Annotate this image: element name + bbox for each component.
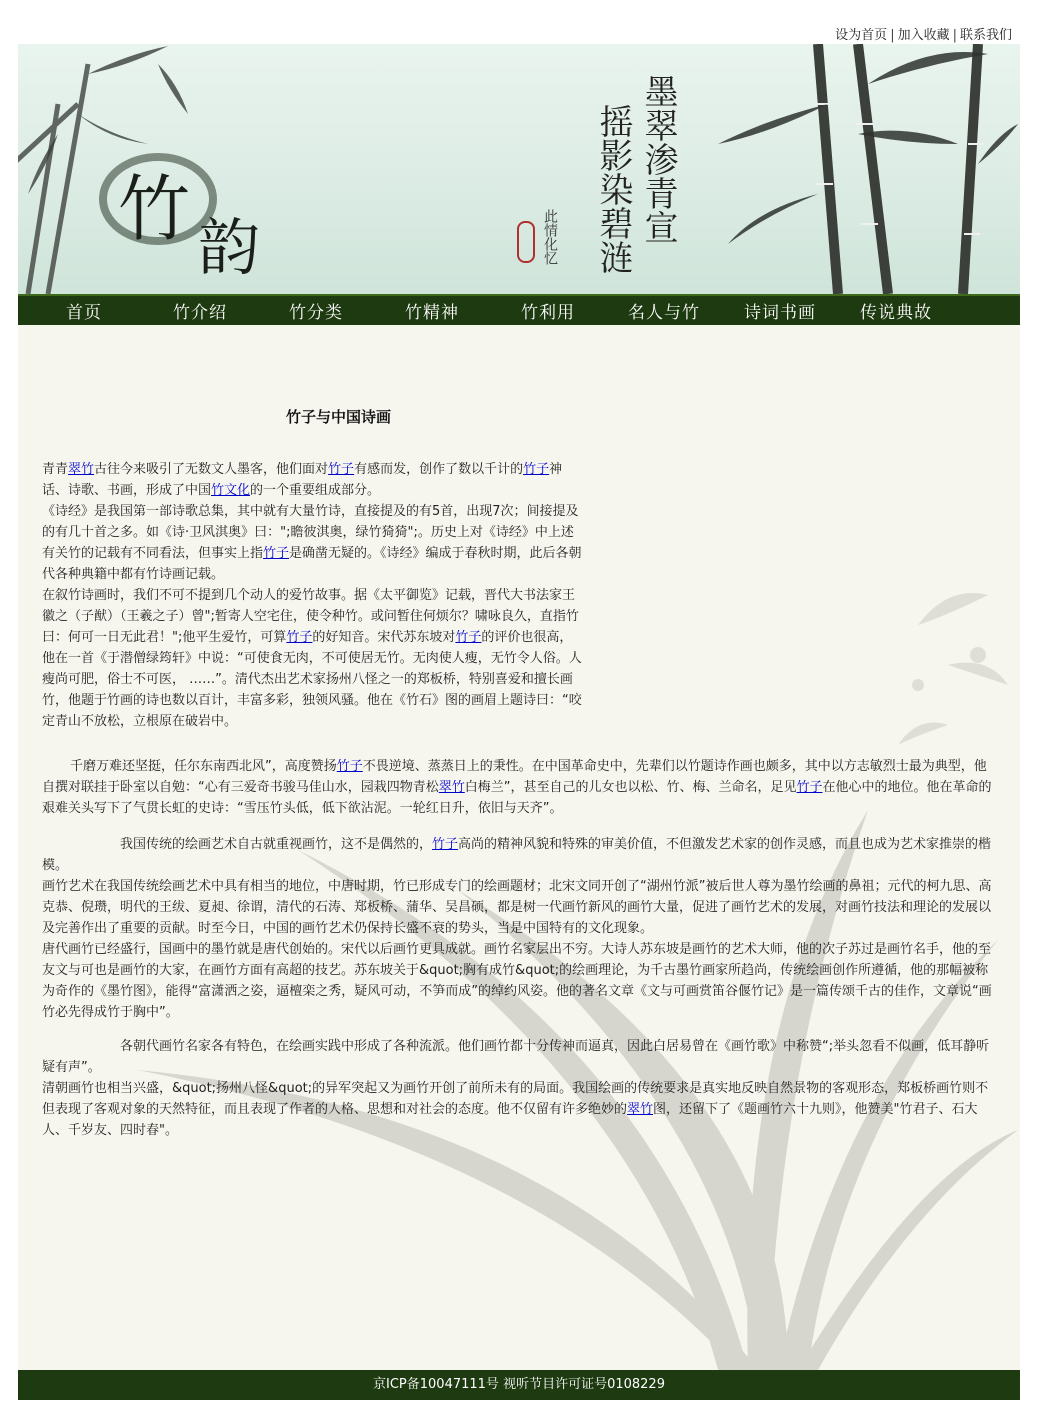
top-links xyxy=(835,24,1012,43)
poem-signature: 此情化忆 xyxy=(542,209,558,265)
nav-item-home[interactable]: 首页 xyxy=(66,303,102,323)
nav-item-legends[interactable]: 传说典故 xyxy=(860,303,932,323)
article-section-1 xyxy=(42,459,582,732)
add-favorite-link[interactable]: 加入收藏 xyxy=(897,28,950,43)
inline-keyword-link[interactable]: 竹子 xyxy=(336,759,363,774)
paragraph xyxy=(42,876,992,939)
nav-item-intro[interactable]: 竹介绍 xyxy=(173,303,227,323)
header-banner xyxy=(18,44,1020,294)
inline-keyword-link[interactable]: 竹子 xyxy=(523,462,550,477)
paragraph xyxy=(42,459,582,501)
article-title: 竹子与中国诗画 xyxy=(286,408,392,426)
paragraph-text: 神话、诗歌、书画，形成了中国 xyxy=(42,462,563,498)
seal-stamp xyxy=(518,222,534,262)
paragraph-text: 青青 xyxy=(42,462,69,477)
paragraph-text: 有感而发，创作了数以千计的 xyxy=(354,462,524,477)
paragraph-text: 的一个重要组成部分。 xyxy=(250,483,381,498)
inline-keyword-link[interactable]: 竹文化 xyxy=(211,483,251,498)
footer xyxy=(18,1370,1020,1400)
paragraph-text: 白梅兰”，甚至自己的儿女也以松、竹、梅、兰命名，足见 xyxy=(464,780,797,795)
paragraph-text: 唐代画竹已经盛行，国画中的墨竹就是唐代创始的。宋代以后画竹更具成就。画竹名家层出不穷。大诗人苏东坡是画竹的艺术大师，他的次子苏过是画竹名手，他的至友文与可也是画竹的大家，在画竹方面有高超的技艺。苏东坡关于&quot;胸有成竹&quot;的绘画理论，为千古墨竹画家所趋尚，传统绘画创作所遵循，他的那幅被称为奇作的《墨竹图》，能得“富潇洒之姿，逼檀栾之秀，疑风可动，不笋而成”的绰约风姿。他的著名文章《文与可画赏笛谷偃竹记》是一篇传颂千古的佳作，文章说“画竹必先得成竹于胸中”。 xyxy=(42,942,992,1020)
paragraph xyxy=(42,1078,992,1141)
inline-keyword-link[interactable]: 竹子 xyxy=(286,630,313,645)
content-area xyxy=(18,325,1020,1370)
inline-keyword-link[interactable]: 竹子 xyxy=(796,780,823,795)
contact-us-link[interactable]: 联系我们 xyxy=(959,28,1012,43)
inline-keyword-link[interactable]: 翠竹 xyxy=(627,1102,654,1117)
paragraph xyxy=(42,501,582,585)
paragraph-text: 千磨万难还坚挺，任尔东南西北风”，高度赞扬 xyxy=(70,759,337,774)
poem-line1: 墨翠渗青宣 xyxy=(638,74,678,244)
paragraph-text: 的评价也很高，他在一首《于潜僧绿筠轩》中说：“可使食无肉，不可使居无竹。无肉使人瘦，无竹令人俗。人瘦尚可肥，俗士不可医， ……”。清代杰出艺术家扬州八怪之一的郑板桥，特别喜爱和擅长画竹，他题于竹画的诗也数以百计，丰富多彩，独领风骚。他在《竹石》图的画眉上题诗曰：“咬 定青山不放松，立根原在破岩中。 xyxy=(42,630,582,729)
paragraph xyxy=(42,939,992,1023)
footer-license-text: 京ICP备10047111号 视听节目许可证号0108229 xyxy=(373,1377,665,1392)
paragraph-text: 图，还留下了《题画竹六十九则》，他赞美"竹君子、石大人、千岁友、四时春"。 xyxy=(42,1102,978,1138)
article-section-3 xyxy=(42,834,992,1023)
inline-keyword-link[interactable]: 竹子 xyxy=(432,837,459,852)
paragraph xyxy=(42,756,992,819)
article-section-4 xyxy=(42,1036,992,1141)
logo-main: 竹 xyxy=(118,167,191,251)
paragraph-text: 是确凿无疑的。《诗经》编成于春秋时期，此后各朝代各种典籍中都有竹诗画记载。 xyxy=(42,546,582,582)
paragraph-text: 的好知音。宋代苏东坡对 xyxy=(312,630,456,645)
paragraph-text: 在叙竹诗画时，我们不可不提到几个动人的爱竹故事。据《太平御览》记载，晋代大书法家王徽之（子猷）（王羲之子）曾";暂寄人空宅住，使令种竹。或问暂住何烦尔？啸咏良久，直指竹曰：何可一日无此君！";他平生爱竹，可算 xyxy=(42,588,579,645)
inline-keyword-link[interactable]: 翠竹 xyxy=(68,462,95,477)
nav-item-celebrities[interactable]: 名人与竹 xyxy=(628,303,700,323)
paragraph xyxy=(42,834,992,876)
paragraph-text: 我国传统的绘画艺术自古就重视画竹，这不是偶然的， xyxy=(120,837,433,852)
paragraph-text: 在他心中的地位。他在革命的艰难关头写下了气贯长虹的史诗：“雪压竹头低，低下欲沾泥。一轮红日升，依旧与天齐”。 xyxy=(42,780,992,816)
set-homepage-link[interactable]: 设为首页 xyxy=(835,28,888,43)
poem-line2: 摇影染碧涟 xyxy=(593,104,633,274)
nav-item-poetry-painting[interactable]: 诗词书画 xyxy=(744,303,816,323)
paragraph-text: 高尚的精神风貌和特殊的审美价值，不但激发艺术家的创作灵感，而且也成为艺术家推崇的楷模。 xyxy=(42,837,992,873)
main-nav xyxy=(18,294,1020,325)
paragraph xyxy=(42,585,582,732)
nav-item-use[interactable]: 竹利用 xyxy=(521,303,575,323)
separator: | xyxy=(890,28,895,43)
article-section-2 xyxy=(42,756,992,819)
separator: | xyxy=(952,28,957,43)
nav-item-spirit[interactable]: 竹精神 xyxy=(405,303,459,323)
paragraph-text: 不畏逆境、蒸蒸日上的秉性。在中国革命史中，先辈们以竹题诗作画也颇多，其中以方志敏烈士最为典型，他自撰对联挂于卧室以自勉：“心有三爱奇书骏马佳山水，园栽四物青松 xyxy=(42,759,987,795)
paragraph xyxy=(42,1036,992,1078)
inline-keyword-link[interactable]: 翠竹 xyxy=(438,780,465,795)
paragraph-text: 古往今来吸引了无数文人墨客，他们面对 xyxy=(94,462,329,477)
paragraph-text: 各朝代画竹名家各有特色，在绘画实践中形成了各种流派。他们画竹都十分传神而逼真，因此白居易曾在《画竹歌》中称赞“;举头忽看不似画，低耳静听疑有声”。 xyxy=(42,1039,990,1075)
nav-item-category[interactable]: 竹分类 xyxy=(289,303,343,323)
inline-keyword-link[interactable]: 竹子 xyxy=(328,462,355,477)
paragraph-text: 清朝画竹也相当兴盛，&quot;扬州八怪&quot;的异军突起又为画竹开创了前所未有的局面。我国绘画的传统要求是真实地反映自然景物的客观形态，郑板桥画竹则不但表现了客观对象的天然特征，而且表现了作者的人格、思想和对社会的态度。他不仅留有许多绝妙的 xyxy=(42,1081,989,1117)
paragraph-text: 画竹艺术在我国传统绘画艺术中具有相当的地位，中唐时期，竹已形成专门的绘画题材；北宋文同开创了“湖州竹派”被后世人尊为墨竹绘画的鼻祖；元代的柯九思、高克恭、倪瓒，明代的王绂、夏昶、徐谓，清代的石涛、郑板桥、蒲华、吴昌硕，都是树一代画竹新风的画竹大量，促进了画竹艺术的发展，对画竹技法和理论的发展以及完善作出了重要的贡献。时至今日，中国的画竹艺术仍保持长盛不衰的势头，当是中国特有的文化现象。 xyxy=(42,879,992,936)
paragraph-text: 《诗经》是我国第一部诗歌总集，其中就有大量竹诗，直接提及的有5首，出现7次；间接提及的有几十首之多。如《诗·卫风淇奥》曰：";瞻彼淇奥，绿竹猗猗";。历史上对《诗经》中上述有关竹的记载有不同看法，但事实上指 xyxy=(42,504,579,561)
logo-sub: 韵 xyxy=(198,211,261,284)
inline-keyword-link[interactable]: 竹子 xyxy=(455,630,482,645)
inline-keyword-link[interactable]: 竹子 xyxy=(263,546,290,561)
bamboo-banner-art xyxy=(18,44,1020,294)
